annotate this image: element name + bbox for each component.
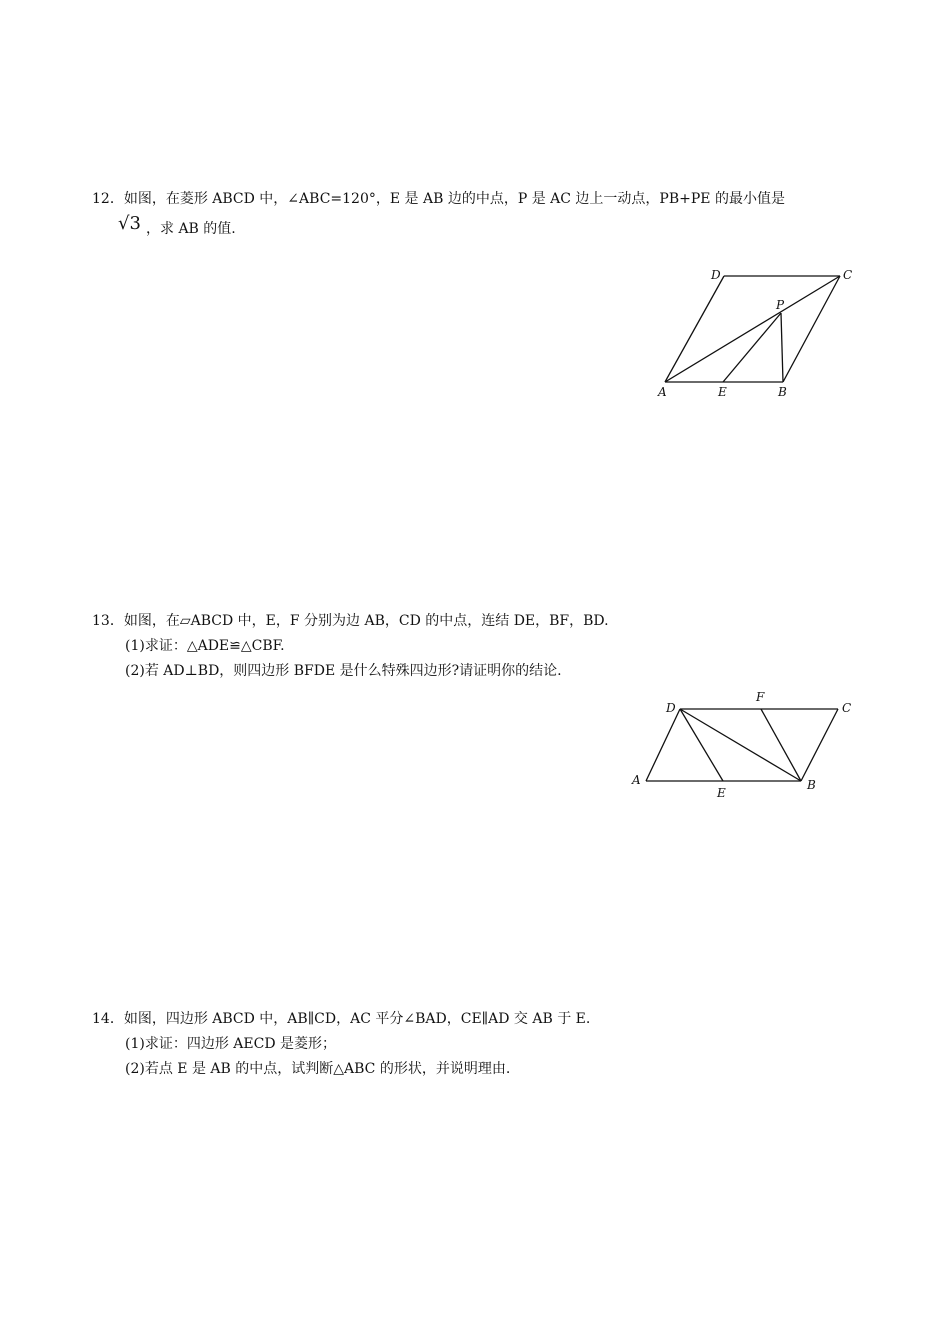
q14-line3: (2)若点 E 是 AB 的中点，试判断△ABC 的形状，并说明理由.	[125, 1061, 511, 1077]
q12-label-C: C	[843, 268, 853, 282]
q12-label-D: D	[711, 268, 721, 282]
q13-side-BC	[801, 709, 838, 781]
q12-diagonal-AC	[665, 276, 840, 382]
q14-line1: 14．如图，四边形 ABCD 中，AB∥CD，AC 平分∠BAD，CE∥AD 交 AB 于 E.	[92, 1011, 591, 1027]
q13-label-C: C	[842, 701, 852, 715]
q12-segment-PB	[781, 313, 783, 382]
q12-side-DA	[665, 276, 724, 382]
q13-line1: 13．如图，在▱ABCD 中，E，F 分别为边 AB，CD 的中点，连结 DE，BF，BD.	[92, 613, 609, 629]
q13-label-B: B	[807, 778, 816, 792]
q12-side-BC	[783, 276, 840, 382]
q12-label-E: E	[718, 385, 727, 399]
q12-sqrt3: √3	[118, 213, 141, 234]
q13-side-DA	[646, 709, 680, 781]
q13-segment-DE	[680, 709, 723, 781]
q13-label-E: E	[717, 786, 726, 800]
q12-label-P: P	[776, 298, 785, 312]
q12-line2: ，求 AB 的值.	[146, 221, 236, 237]
q12-label-B: B	[778, 385, 787, 399]
q12-segment-PE	[723, 313, 781, 382]
q13-segment-FB	[761, 709, 801, 781]
q13-line3: (2)若 AD⊥BD，则四边形 BFDE 是什么特殊四边形?请证明你的结论.	[125, 663, 562, 679]
q12-label-A: A	[658, 385, 667, 399]
q12-line1: 12．如图，在菱形 ABCD 中，∠ABC=120°，E 是 AB 边的中点，P 是 AC 边上一动点，PB+PE 的最小值是	[92, 191, 785, 207]
q13-segment-DB	[680, 709, 801, 781]
q13-label-F: F	[756, 690, 765, 704]
q13-parallelogram-figure	[628, 690, 868, 800]
q13-label-D: D	[666, 701, 676, 715]
q14-line2: (1)求证：四边形 AECD 是菱形；	[125, 1036, 336, 1052]
q13-label-A: A	[632, 773, 641, 787]
q12-rhombus-figure	[650, 262, 870, 402]
q13-line2: (1)求证：△ADE≌△CBF.	[125, 638, 285, 654]
